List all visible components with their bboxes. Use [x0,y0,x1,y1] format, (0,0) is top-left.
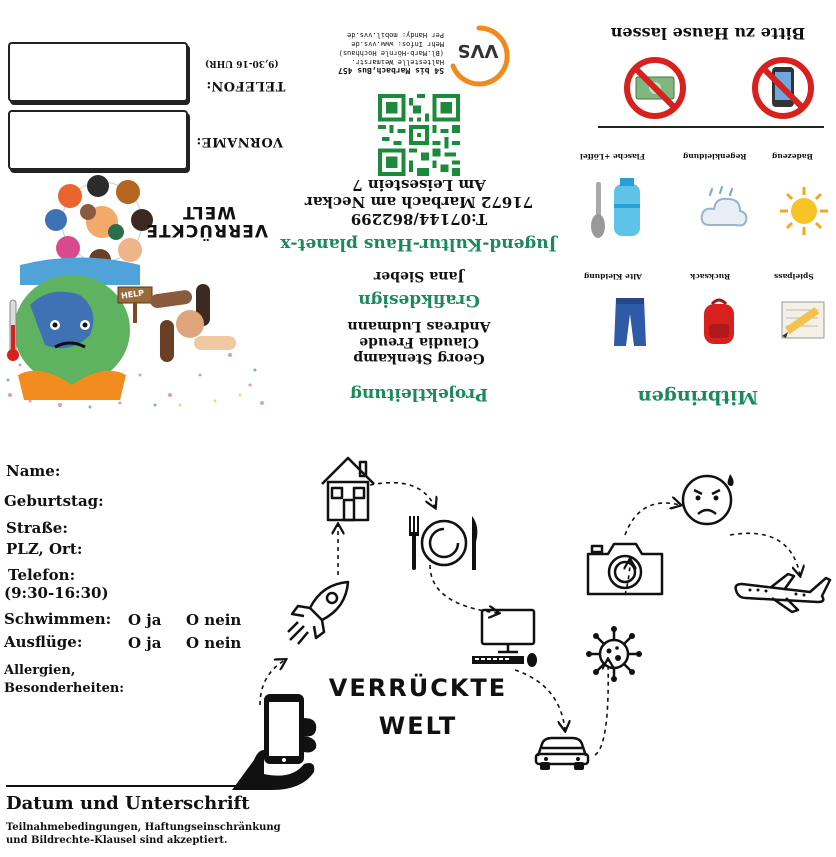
item-label-backpack: Rucksack [690,272,731,281]
trips-no-option[interactable]: O nein [186,634,242,652]
cloud-rain-icon [698,185,750,237]
backpack-icon [698,296,740,348]
venue-address [299,176,539,227]
transit-line: Haltestelle Weimarstr. [351,58,444,66]
bottle-spoon-icon [588,178,648,242]
middle-panel [279,0,558,415]
project-title-line1: VERRÜCKTE [145,220,268,240]
leader-name: Claudia Freude [359,334,479,350]
hand-phone-icon [232,690,322,790]
phone-label: TELEFON: [206,78,286,93]
terms-note-line1: Teilnahmebedingungen, Haftungseinschränkung [6,822,281,833]
holding-hands-icon [142,278,242,368]
city-label: PLZ, Ort: [6,540,83,558]
lead-heading: Projektleitung [350,384,488,404]
leader-name: Georg Stenkamp [353,350,485,366]
no-money-icon [622,55,688,121]
car-icon [532,726,592,772]
item-label-pass: Spielpass [774,272,814,281]
vvs-logo-text: VVS [457,40,499,61]
plate-fork-knife-icon [404,512,484,574]
item-label-swimwear: Badezeug [772,152,813,161]
rocket-icon [282,574,356,648]
no-phone-icon [750,55,816,121]
first-name-input-box[interactable] [8,110,188,170]
virus-icon [584,624,644,684]
transit-line: S4 bis Marbach,Bus 457 [338,66,444,75]
right-panel [558,0,836,415]
transit-line: Mehr Infos: www.vvs.de [351,40,444,48]
phone-form-label: Telefon: [8,566,76,584]
house-icon [318,452,378,524]
help-sign: HELP [120,288,145,301]
phone-hours-label: (9,30-16 UHR) [205,58,279,68]
item-label-rainwear: Regenkleidung [683,152,747,161]
trips-label: Ausflüge: [4,633,83,651]
transit-info [319,30,444,75]
flow-title-line1: VERRÜCKTE [328,674,508,702]
pencil-pass-icon [778,298,828,342]
venue-street: Am Leisestein 7 [352,176,486,194]
project-title-line2: WELT [182,202,236,222]
item-label-old-clothes: Alte Kleidung [584,272,642,281]
venue-phone: T:07144/862299 [350,210,488,228]
birthday-label: Geburtstag: [4,492,104,510]
project-title [145,202,268,240]
transit-line: Per Handy: mobil.vvs.de [347,31,444,39]
leave-home-heading: Bitte zu Hause lassen [610,24,806,43]
flow-title-line2: WELT [378,712,458,740]
worried-face-icon [680,470,738,528]
venue-name: Jugend-Kultur-Haus planet-x [280,234,557,254]
item-label-bottle: Flasche +Löffel [580,152,645,161]
venue-city: 71672 Marbach am Neckar [304,193,534,211]
first-name-label: VORNAME: [196,134,284,149]
name-label: Name: [6,462,61,480]
design-heading: Grafikdesign [358,290,480,310]
computer-icon [468,606,540,668]
bring-heading: Mitbringen [637,386,759,408]
swimming-yes-option[interactable]: O ja [128,611,162,629]
flyer-back [0,0,836,415]
trips-yes-option[interactable]: O ja [128,634,162,652]
phone-form-hours: (9:30-16:30) [4,584,109,602]
qr-code-icon[interactable] [378,94,460,176]
project-leaders [319,318,519,366]
camera-icon [584,538,666,598]
sun-icon [778,185,830,237]
phone-input-box[interactable] [8,42,188,102]
left-panel [0,0,286,415]
transit-line: (Bl.Marb-Hörnle Hochhaus) [338,49,444,57]
swimming-label: Schwimmen: [4,610,112,628]
designer-name: Jana Sieber [373,268,465,284]
terms-note-line2: und Bildrechte-Klausel sind akzeptiert. [6,835,228,846]
street-label: Straße: [6,519,68,537]
swimming-no-option[interactable]: O nein [186,611,242,629]
divider [598,126,824,128]
allergies-label: Allergien, [4,663,76,678]
signature-label: Datum und Unterschrift [6,793,250,814]
special-needs-label: Besonderheiten: [4,681,125,696]
airplane-icon [730,572,834,614]
jeans-icon [610,296,650,348]
leader-name: Andreas Ludmann [347,318,491,334]
